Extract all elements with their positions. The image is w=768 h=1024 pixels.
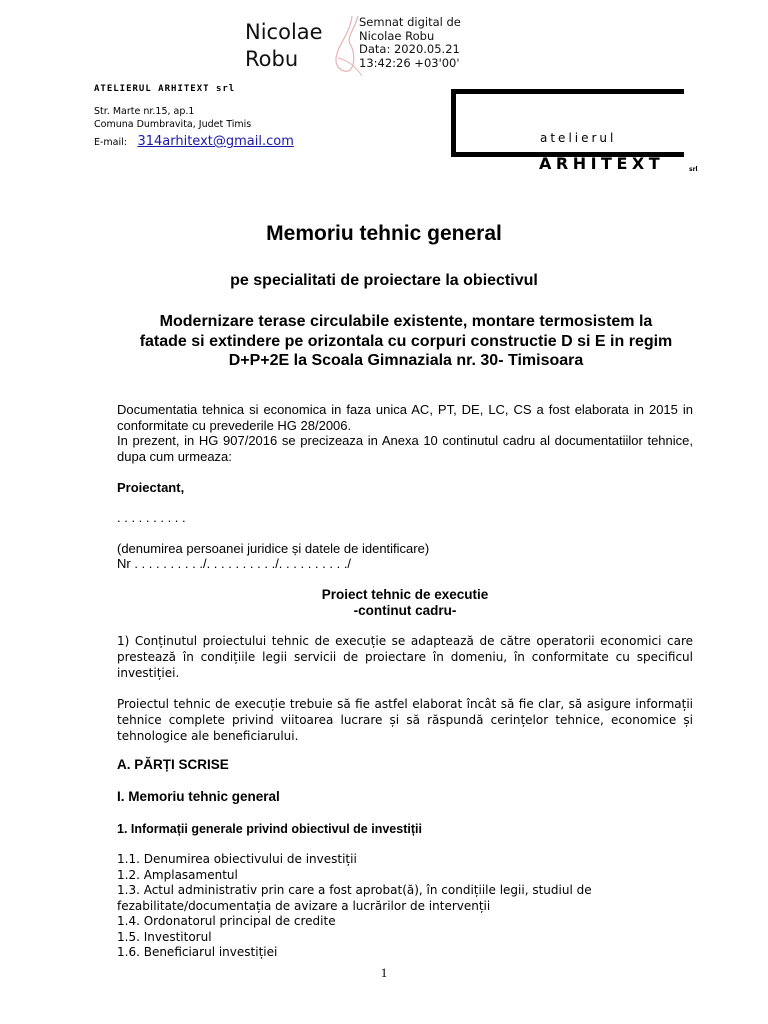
signature-info-line: Semnat digital de: [359, 15, 461, 29]
document-subtitle: pe specialitati de proiectare la obiectivul: [230, 272, 538, 289]
project-name-line: fatade si extindere pe orizontala cu corpuri constructie D si E in regim: [139, 332, 673, 350]
list-item: 1.2. Amplasamentul: [117, 867, 238, 882]
section-title: Proiect tehnic de executie: [321, 587, 489, 602]
logo-text-top: atelierul: [540, 131, 617, 145]
dots-placeholder: . . . . . . . . . .: [117, 510, 186, 525]
project-name: [120, 312, 692, 371]
body-paragraph-1: 1) Conținutul proiectului tehnic de execuție se adaptează de către operatorii economici care prestează în condițiile legii servicii de proiectare în domeniu, în conformitate cu specificul investiției.: [117, 634, 693, 680]
logo-text-suffix: srl: [689, 166, 698, 173]
signer-name-line1: Nicolae: [245, 20, 323, 44]
heading-parti-scrise: A. PĂRȚI SCRISE: [117, 757, 229, 772]
logo-text-main: ARHITEXT: [539, 154, 665, 173]
signature-info-line: 13:42:26 +03'00': [359, 55, 460, 70]
list-item: 1.5. Investitorul: [117, 929, 212, 944]
body-paragraph-2: Proiectul tehnic de execuție trebuie să fie astfel elaborat încât să fie clar, să asigure informații tehnice complete privind viitoarea lucrare și să răspundă cerințelor tehnice, economice și tehnologice ale beneficiarului.: [117, 697, 693, 743]
document-title: Memoriu tehnic general: [266, 222, 502, 245]
heading-informatii-generale: 1. Informații generale privind obiectivul de investiții: [117, 822, 422, 836]
heading-memoriu: I. Memoriu tehnic general: [117, 789, 280, 804]
list-item: 1.3. Actul administrativ prin care a fost aprobat(ă), în condițiile legii, studiul de fezabilitate/documentația de avizare a lucrărilor de intervenții: [117, 883, 592, 913]
signer-name-line2: Robu: [245, 47, 299, 71]
email-label: E-mail:: [94, 137, 127, 148]
signature-info-line: Nicolae Robu: [359, 28, 435, 43]
proiectant-label: Proiectant,: [117, 480, 185, 495]
signature-info-line: Data: 2020.05.21: [359, 42, 460, 56]
items-list: [117, 852, 693, 961]
intro-paragraph-1: Documentatia tehnica si economica in faza unica AC, PT, DE, LC, CS a fost elaborata in 2015 in conformitate cu prevederile HG 28/2006.: [117, 402, 693, 433]
address-line2: Comuna Dumbravita, Judet Timis: [94, 119, 252, 130]
email-row: [94, 132, 294, 150]
section-subtitle: -continut cadru-: [353, 603, 457, 618]
project-name-line: Modernizare terase circulabile existente, montare termosistem la: [159, 313, 653, 330]
firm-name: ATELIERUL ARHITEXT srl: [94, 84, 236, 94]
page-number: 1: [380, 965, 388, 980]
company-logo: [451, 89, 684, 157]
registration-number-line: Nr . . . . . . . . . ./. . . . . . . . . ./. . . . . . . . . ./: [117, 556, 352, 571]
project-name-line: D+P+2E la Scoala Gimnaziala nr. 30- Timisoara: [228, 352, 584, 369]
list-item: 1.4. Ordonatorul principal de credite: [117, 914, 336, 928]
email-link[interactable]: 314arhitext@gmail.com: [137, 134, 294, 149]
address-line1: Str. Marte nr.15, ap.1: [94, 106, 195, 117]
identification-note: (denumirea persoanei juridice și datele de identificare): [117, 541, 430, 556]
list-item: 1.6. Beneficiarul investiției: [117, 945, 278, 959]
intro-paragraph-2: In prezent, in HG 907/2016 se precizeaza in Anexa 10 continutul cadru al documentatiilor tehnice, dupa cum urmeaza:: [117, 433, 693, 464]
list-item: 1.1. Denumirea obiectivului de investiții: [117, 852, 357, 866]
digital-signature-info: [359, 16, 461, 70]
